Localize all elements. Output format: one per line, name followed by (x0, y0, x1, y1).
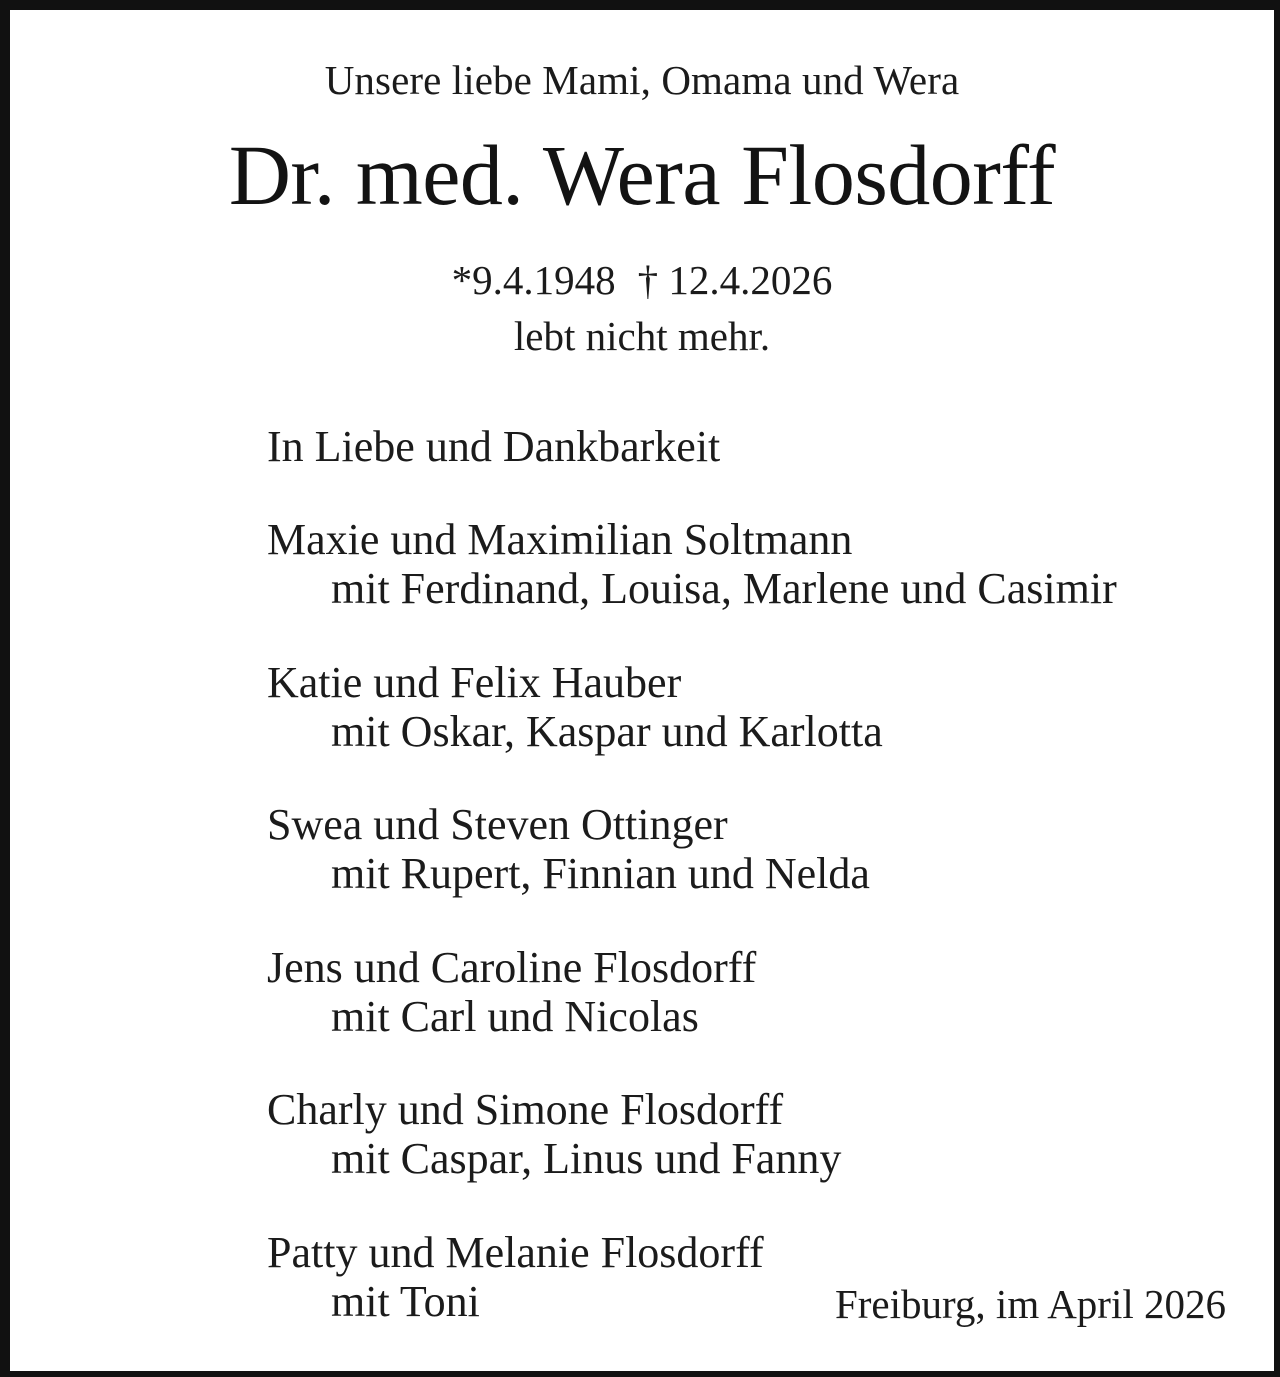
death-statement: lebt nicht mehr. (513, 312, 771, 359)
death-date: † 12.4.2026 (637, 256, 833, 303)
family-children: mit Rupert, Finnian und Nelda (331, 849, 870, 899)
family-children: mit Oskar, Kaspar und Karlotta (331, 706, 883, 756)
place-and-date: Freiburg, im April 2026 (834, 1280, 1226, 1327)
deceased-name: Dr. med. Wera Flosdorff (228, 127, 1056, 224)
family-children: mit Toni (331, 1276, 480, 1326)
family-names: Patty und Melanie Flosdorff (267, 1227, 764, 1277)
obituary-header (10, 10, 1274, 360)
family-group (267, 515, 1234, 614)
family-names: Jens und Caroline Flosdorff (267, 942, 757, 992)
relationship-kicker: Unsere liebe Mami, Omama und Wera (324, 57, 960, 103)
family-group (267, 943, 1234, 1042)
family-children: mit Caspar, Linus und Fanny (331, 1134, 842, 1184)
tribute-line: In Liebe und Dankbarkeit (267, 421, 721, 471)
family-names: Katie und Felix Hauber (267, 657, 682, 707)
mourners-section (10, 422, 1274, 1326)
family-names: Charly und Simone Flosdorff (267, 1085, 784, 1135)
birth-date: *9.4.1948 (451, 256, 616, 303)
family-names: Maxie und Maximilian Soltmann (267, 515, 853, 565)
family-children: mit Ferdinand, Louisa, Marlene und Casimir (331, 564, 1117, 614)
family-group (267, 1085, 1234, 1184)
family-names: Swea und Steven Ottinger (267, 800, 728, 850)
family-group (267, 800, 1234, 899)
life-dates (10, 258, 1274, 304)
obituary-inner-panel (10, 10, 1274, 1371)
family-children: mit Carl und Nicolas (331, 991, 699, 1041)
family-group (267, 658, 1234, 757)
